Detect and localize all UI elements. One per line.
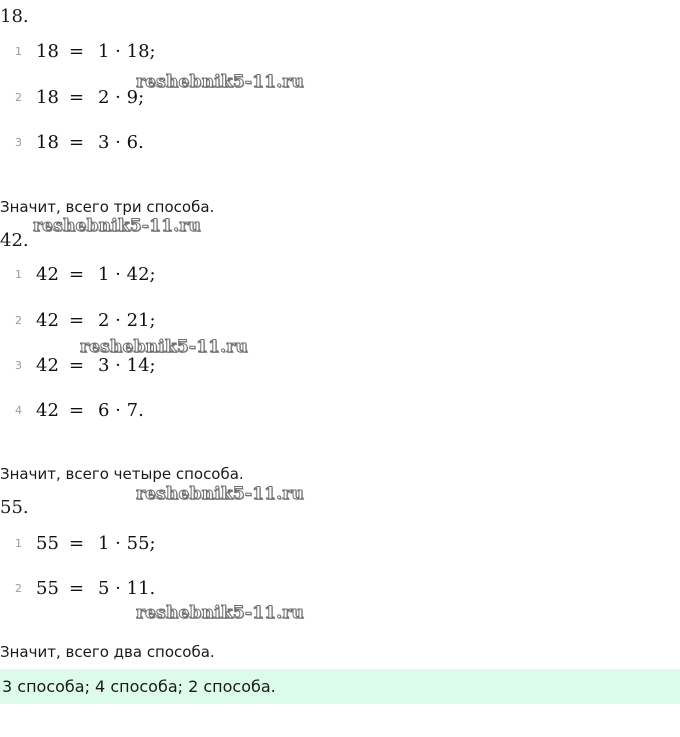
equation-rhs: 5 · 11. [98,578,156,599]
equation-rhs: 3 · 14; [98,355,156,376]
equation-lhs: 42 [36,355,59,376]
equals-sign: = [69,400,85,421]
section-heading-42: 42. [0,230,29,251]
equation-lhs: 18 [36,132,59,153]
conclusion-text: Значит, всего три способа. [0,198,215,216]
equation-index: 2 [15,314,22,327]
watermark-logo: reshebnik5-11.ru [80,337,248,357]
equals-sign: = [69,87,85,108]
watermark-logo: reshebnik5-11.ru [33,216,201,236]
equation-index: 3 [15,359,22,372]
equation-index: 3 [15,136,22,149]
equation-index: 4 [15,404,22,417]
equation-index: 2 [15,91,22,104]
equation-lhs: 42 [36,310,59,331]
equation-rhs: 2 · 9; [98,87,145,108]
watermark-logo: reshebnik5-11.ru [136,603,304,623]
equation-rhs: 3 · 6. [98,132,144,153]
equation-lhs: 18 [36,41,59,62]
equation-lhs: 42 [36,400,59,421]
watermark-logo: reshebnik5-11.ru [136,484,304,504]
equals-sign: = [69,41,85,62]
equation-rhs: 2 · 21; [98,310,156,331]
section-heading-55: 55. [0,497,29,518]
equation-lhs: 42 [36,264,59,285]
section-heading-18: 18. [0,6,29,27]
equation-index: 2 [15,582,22,595]
equation-index: 1 [15,268,22,281]
equals-sign: = [69,533,85,554]
equals-sign: = [69,132,85,153]
equals-sign: = [69,310,85,331]
answer-box [0,669,680,704]
equation-rhs: 1 · 18; [98,41,156,62]
equation-index: 1 [15,45,22,58]
equation-rhs: 6 · 7. [98,400,144,421]
conclusion-text: Значит, всего два способа. [0,643,215,661]
equation-lhs: 55 [36,578,59,599]
equals-sign: = [69,264,85,285]
equation-rhs: 1 · 42; [98,264,156,285]
equation-lhs: 55 [36,533,59,554]
equation-rhs: 1 · 55; [98,533,156,554]
conclusion-text: Значит, всего четыре способа. [0,465,244,483]
equation-index: 1 [15,537,22,550]
equals-sign: = [69,355,85,376]
equals-sign: = [69,578,85,599]
equation-lhs: 18 [36,87,59,108]
watermark-logo: reshebnik5-11.ru [136,72,304,92]
answer-text: 3 способа; 4 способа; 2 способа. [2,677,276,696]
